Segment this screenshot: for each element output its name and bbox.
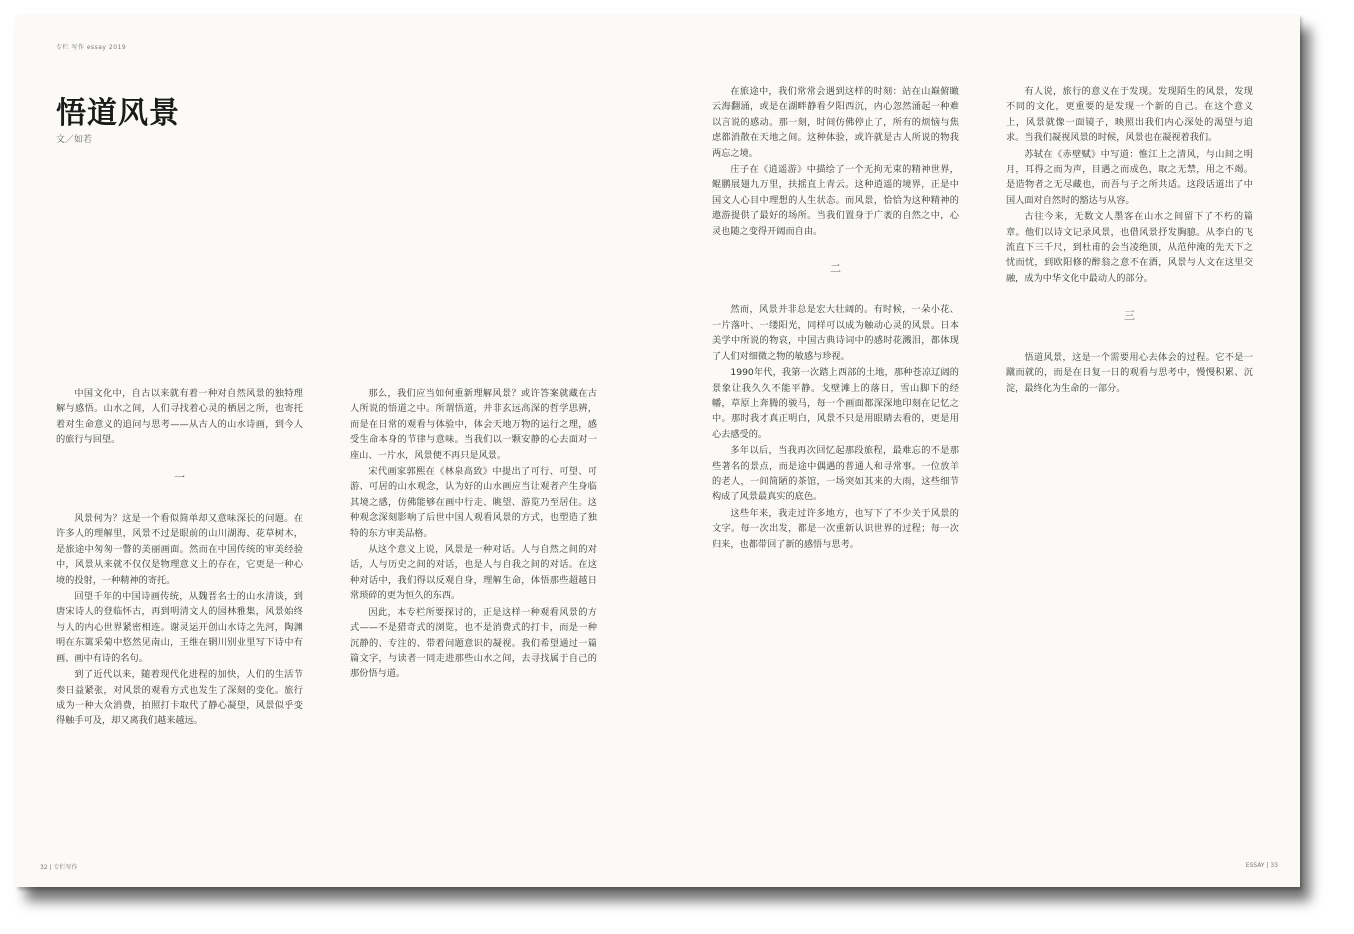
body-paragraph: 苏轼在《赤壁赋》中写道：惟江上之清风，与山间之明月，耳得之而为声，目遇之而成色，取之无禁，用之不竭。是造物者之无尽藏也，而吾与子之所共适。这段话道出了中国人面对自然时的豁达与从容。 bbox=[1006, 148, 1253, 206]
body-paragraph: 因此，本专栏所要探讨的，正是这样一种观看风景的方式——不是猎奇式的浏览，也不是消费式的打卡，而是一种沉静的、专注的、带着问题意识的凝视。我们希望通过一篇篇文字，与读者一同走进那些山水之间，去寻找属于自己的那份悟与道。 bbox=[350, 606, 597, 680]
article-author: 文／如若 bbox=[56, 135, 93, 145]
body-paragraph: 这些年来，我走过许多地方，也写下了不少关于风景的文字。每一次出发，都是一次重新认识世界的过程；每一次归来，也都带回了新的感悟与思考。 bbox=[712, 507, 959, 550]
body-paragraph: 那么，我们应当如何重新理解风景？或许答案就藏在古人所说的悟道之中。所谓悟道，并非玄远高深的哲学思辨，而是在日常的观看与体验中，体会天地万物的运行之理，感受生命本身的节律与意味。当我们以一颗安静的心去面对一座山、一片水，风景便不再只是风景。 bbox=[350, 388, 597, 461]
body-paragraph: 有人说，旅行的意义在于发现。发现陌生的风景，发现不同的文化，更重要的是发现一个新的自己。在这个意义上，风景就像一面镜子，映照出我们内心深处的渴望与追求。当我们凝视风景的时候，风景也在凝视着我们。 bbox=[1006, 86, 1253, 144]
folio-right: ESSAY | 33 bbox=[1245, 862, 1278, 869]
body-paragraph: 悟道风景，这是一个需要用心去体会的过程。它不是一蹴而就的，而是在日复一日的观看与思考中，慢慢积累、沉淀，最终化为生命的一部分。 bbox=[1006, 351, 1253, 394]
folio-left: 32 | 专栏写作 bbox=[40, 864, 78, 871]
intro-paragraph: 中国文化中，自古以来就有着一种对自然风景的独特理解与感悟。山水之间，人们寻找着心灵的栖居之所，也寄托着对生命意义的追问与思考——从古人的山水诗画，到今人的旅行与回望。 bbox=[56, 388, 303, 446]
text-column-4 bbox=[1006, 84, 1253, 396]
body-paragraph: 古往今来，无数文人墨客在山水之间留下了不朽的篇章。他们以诗文记录风景，也借风景抒发胸臆。从李白的飞流直下三千尺，到杜甫的会当凌绝顶，从范仲淹的先天下之忧而忧，到欧阳修的醉翁之意不在酒，风景与人文在这里交融，成为中华文化中最动人的部分。 bbox=[1006, 211, 1253, 284]
body-paragraph: 多年以后，当我再次回忆起那段旅程，最难忘的不是那些著名的景点，而是途中偶遇的普通人和寻常事。一位放羊的老人，一间简陋的茶馆，一场突如其来的大雨，这些细节构成了风景最真实的底色。 bbox=[712, 445, 959, 503]
left-page bbox=[16, 14, 658, 887]
right-page bbox=[658, 14, 1300, 887]
body-paragraph: 宋代画家郭熙在《林泉高致》中提出了可行、可望、可游、可居的山水观念，认为好的山水画应当让观者产生身临其境之感，仿佛能够在画中行走、眺望、游览乃至居住。这种观念深刻影响了后世中国人观看风景的方式，也塑造了独特的东方审美品格。 bbox=[350, 466, 597, 539]
body-paragraph: 回望千年的中国诗画传统，从魏晋名士的山水清谈，到唐宋诗人的登临怀古，再到明清文人的园林雅集，风景始终与人的内心世界紧密相连。谢灵运开创山水诗之先河，陶渊明在东篱采菊中悠然见南山，王维在辋川别业里写下诗中有画、画中有诗的名句。 bbox=[56, 591, 303, 664]
article-title: 悟道风景 bbox=[56, 96, 180, 131]
text-column-1 bbox=[56, 386, 303, 729]
column-header-label: 专栏 写作 essay 2019 bbox=[56, 44, 127, 51]
body-paragraph: 然而，风景并非总是宏大壮阔的。有时候，一朵小花、一片落叶、一缕阳光，同样可以成为触动心灵的风景。日本美学中所说的物哀，中国古典诗词中的感时花溅泪，都体现了人们对细微之物的敏感与珍视。 bbox=[712, 304, 959, 362]
section-marker-2: 二 bbox=[830, 262, 841, 276]
magazine-spread bbox=[16, 14, 1300, 887]
body-paragraph: 到了近代以来，随着现代化进程的加快，人们的生活节奏日益紧张，对风景的观看方式也发生了深刻的变化。旅行成为一种大众消费，拍照打卡取代了静心凝望，风景似乎变得触手可及，却又离我们越来越远。 bbox=[56, 669, 303, 727]
text-column-2 bbox=[350, 386, 597, 682]
body-paragraph: 1990年代，我第一次踏上西部的土地，那种苍凉辽阔的景象让我久久不能平静。戈壁滩上的落日，雪山脚下的经幡，草原上奔腾的骏马，每一个画面都深深地印刻在记忆之中。那时我才真正明白，风景不只是用眼睛去看的，更是用心去感受的。 bbox=[712, 367, 959, 440]
text-column-3 bbox=[712, 84, 959, 552]
body-paragraph: 从这个意义上说，风景是一种对话。人与自然之间的对话，人与历史之间的对话，也是人与自我之间的对话。在这种对话中，我们得以反观自身，理解生命，体悟那些超越日常琐碎的更为恒久的东西。 bbox=[350, 544, 597, 602]
body-paragraph: 在旅途中，我们常常会遇到这样的时刻：站在山巅俯瞰云海翻涌，或是在湖畔静看夕阳西沉，内心忽然涌起一种难以言说的感动。那一刻，时间仿佛停止了，所有的烦恼与焦虑都消散在天地之间。这种体验，或许就是古人所说的物我两忘之境。 bbox=[712, 86, 959, 159]
section-marker-1: 一 bbox=[174, 470, 185, 484]
body-paragraph: 庄子在《逍遥游》中描绘了一个无拘无束的精神世界，鲲鹏展翅九万里，扶摇直上青云。这种逍遥的境界，正是中国文人心目中理想的人生状态。而风景，恰恰为这种精神的遨游提供了最好的场所。当我们置身于广袤的自然之中，心灵也随之变得开阔而自由。 bbox=[712, 164, 959, 237]
body-paragraph: 风景何为？这是一个看似简单却又意味深长的问题。在许多人的理解里，风景不过是眼前的山川湖海、花草树木，是旅途中匆匆一瞥的美丽画面。然而在中国传统的审美经验中，风景从来就不仅仅是物理意义上的存在，它更是一种心境的投射，一种精神的寄托。 bbox=[56, 513, 303, 586]
section-marker-3: 三 bbox=[1124, 309, 1135, 323]
